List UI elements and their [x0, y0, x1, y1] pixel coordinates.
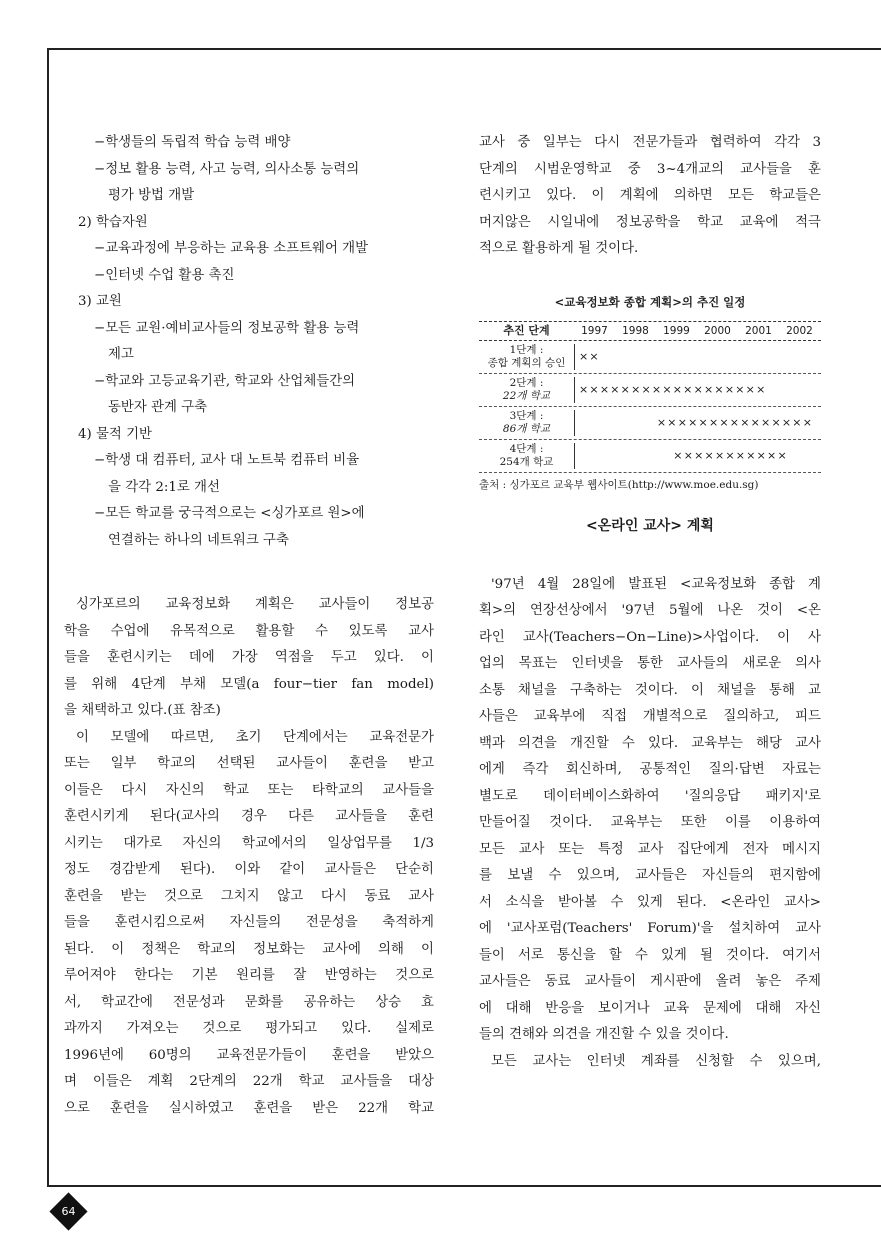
body-line: 시키는 대가로 자신의 학교에서의 일상업무를 1/3	[64, 835, 434, 851]
list-item: −인터넷 수업 활용 촉진	[94, 267, 235, 283]
stage-sub: 254개 학교	[499, 456, 554, 468]
body-line: 교사 중 일부는 다시 전문가들과 협력하여 각각 3	[479, 135, 821, 150]
body-line: 별도로 데이터베이스화하여 '질의응답 패키지'로	[479, 788, 821, 804]
body-line: 서, 학교간에 전문성과 문화를 공유하는 상승 효	[64, 994, 434, 1010]
timeline-marks: ×××××××××××××××	[656, 416, 814, 429]
stage-header: 추진 단계	[503, 324, 550, 337]
body-line: 단계의 시범운영학교 중 3~4개교의 교사들을 훈	[479, 161, 821, 177]
list-item-cont: 동반자 관계 구축	[108, 400, 208, 415]
schedule-row	[479, 374, 821, 407]
body-line: 에 대해 반응을 보이거나 교육 문제에 대해 자신	[479, 1000, 821, 1016]
timeline-cell	[575, 407, 821, 439]
schedule-table	[479, 321, 821, 473]
body-line: 루어져야 한다는 기본 원리를 잘 반영하는 것으로	[64, 968, 434, 983]
schedule-row	[479, 341, 821, 374]
body-line: 모든 교사 또는 특정 교사 집단에게 전자 메시지	[479, 841, 821, 857]
body-line: 적으로 활용하게 될 것이다.	[479, 241, 639, 256]
list-item-cont: 평가 방법 개발	[108, 188, 195, 203]
body-line: 에 '교사포럼(Teachers' Forum)'을 설치하여 교사	[479, 921, 821, 936]
body-line: 학을 수업에 유목적으로 활용할 수 있도록 교사	[64, 623, 434, 639]
page-number: 64	[61, 1205, 76, 1218]
body-line: 백과 의견을 개진할 수 있다. 교육부는 해당 교사	[479, 735, 821, 751]
schedule-title: <교육정보화 종합 계획>의 추진 일정	[554, 294, 746, 309]
stage-name: 3단계 :	[509, 410, 544, 422]
list-heading: 4) 물적 기반	[78, 426, 152, 442]
timeline-cell	[575, 341, 821, 373]
stage-name: 1단계 :	[509, 344, 544, 356]
body-line: 모든 교사는 인터넷 계좌를 신청할 수 있으며,	[491, 1053, 821, 1069]
body-line: 련시키고 있다. 이 계획에 의하면 모든 학교들은	[479, 188, 821, 203]
body-line: 교사들은 동료 교사들이 게시판에 올려 놓은 주제	[479, 974, 821, 989]
list-heading: 2) 학습자원	[78, 214, 148, 230]
list-item-cont: 을 각각 2:1로 개선	[108, 479, 220, 495]
body-line: '97년 4월 28일에 발표된 <교육정보화 종합 계	[491, 576, 821, 592]
body-line: 만들어질 것이다. 교육부는 또한 이를 이용하여	[479, 815, 821, 830]
body-line: 싱가포르의 교육정보화 계획은 교사들이 정보공	[76, 597, 434, 612]
body-line: 또는 일부 학교의 선택된 교사들이 훈련을 받고	[64, 756, 434, 771]
list-item: −정보 활용 능력, 사고 능력, 의사소통 능력의	[94, 161, 360, 177]
stage-cell	[479, 344, 575, 370]
body-line: 들이 서로 통신을 할 수 있게 될 것이다. 여기서	[479, 947, 821, 963]
stage-cell	[479, 377, 575, 403]
body-line: 업의 목표는 인터넷을 통한 교사들의 새로운 의사	[479, 656, 821, 671]
body-line: 들을 훈련시킴으로써 자신들의 전문성을 축적하게	[64, 915, 434, 930]
body-line: 으로 훈련을 실시하였고 훈련을 받은 22개 학교	[64, 1100, 434, 1116]
stage-sub: 22개 학교	[502, 390, 551, 402]
body-line: 된다. 이 정책은 학교의 정보화는 교사에 의해 이	[64, 941, 434, 957]
body-line: 과까지 가져오는 것으로 평가되고 있다. 실제로	[64, 1021, 434, 1036]
body-line: 소통 채널을 구축하는 것이다. 이 채널을 통해 교	[479, 682, 821, 698]
list-item-cont: 제고	[108, 347, 134, 362]
list-item: −모든 학교를 궁극적으로는 <싱가포르 원>에	[94, 506, 365, 521]
list-item-cont: 연결하는 하나의 네트워크 구축	[108, 532, 289, 548]
list-item: −모든 교원·예비교사들의 정보공학 활용 능력	[94, 320, 360, 336]
body-line: 정도 경감받게 된다). 이와 같이 교사들은 단순히	[64, 862, 434, 877]
list-item: −교육과정에 부응하는 교육용 소프트웨어 개발	[94, 241, 369, 256]
body-line: 들을 훈련시키는 데에 가장 역점을 두고 있다. 이	[64, 650, 434, 665]
list-item: −학생 대 컴퓨터, 교사 대 노트북 컴퓨터 비율	[94, 453, 360, 468]
stage-sub: 86개 학교	[502, 423, 551, 435]
timeline-marks: ×××××××××××	[673, 449, 788, 462]
body-line: 을 채택하고 있다.(표 참조)	[64, 703, 221, 718]
body-line: 라인 교사(Teachers−On−Line)>사업이다. 이 사	[479, 629, 821, 645]
year-header: 1998	[622, 325, 649, 337]
schedule-header	[479, 321, 821, 341]
left-column	[64, 130, 434, 1122]
list-item: −학생들의 독립적 학습 능력 배양	[94, 135, 291, 150]
timeline-marks: ××	[579, 350, 600, 363]
body-line: 이들은 다시 자신의 학교 또는 타학교의 교사들을	[64, 782, 434, 798]
year-header: 1999	[663, 325, 690, 337]
body-line: 사들은 교육부에 직접 개별적으로 질의하고, 피드	[479, 709, 821, 724]
body-line: 머지않은 시일내에 정보공학을 학교 교육에 적극	[479, 214, 821, 230]
schedule-row	[479, 440, 821, 473]
schedule-row	[479, 407, 821, 440]
body-line: 이 모델에 따르면, 초기 단계에서는 교육전문가	[76, 729, 434, 745]
timeline-marks: ××××××××××××××××××	[579, 383, 767, 396]
list-item: −학교와 고등교육기관, 학교와 산업체들간의	[94, 373, 356, 389]
stage-name: 4단계 :	[509, 443, 544, 455]
year-header: 2001	[745, 325, 772, 337]
body-line: 1996년에 60명의 교육전문가들이 훈련을 받았으	[64, 1047, 434, 1063]
year-header: 2000	[704, 325, 731, 337]
body-line: 에게 즉각 회신하며, 공통적인 질의·답변 자료는	[479, 762, 821, 777]
stage-cell	[479, 410, 575, 436]
body-line: 서 소식을 받아볼 수 있게 된다. <온라인 교사>	[479, 894, 821, 910]
body-line: 훈련을 받는 것으로 그치지 않고 다시 동료 교사	[64, 888, 434, 904]
body-line: 훈련시키게 된다(교사의 경우 다른 교사들을 훈련	[64, 809, 434, 824]
list-heading: 3) 교원	[78, 294, 122, 309]
body-line: 들의 견해와 의견을 개진할 수 있을 것이다.	[479, 1027, 729, 1042]
stage-cell	[479, 443, 575, 469]
stage-name: 2단계 :	[509, 377, 544, 389]
body-line: 획>의 연장선상에서 '97년 5월에 나온 것이 <온	[479, 603, 821, 618]
timeline-cell	[575, 440, 821, 472]
right-column	[479, 130, 821, 1075]
section-title: <온라인 교사> 계획	[586, 518, 714, 534]
year-header: 1997	[581, 325, 608, 337]
body-line: 며 이들은 계획 2단계의 22개 학교 교사들을 대상	[64, 1074, 434, 1089]
stage-sub: 종합 계획의 승인	[487, 357, 566, 369]
source-note: 출처 : 싱가포르 교육부 웹사이트(http://www.moe.edu.sg)	[479, 479, 759, 491]
body-line: 를 위해 4단계 부채 모델(a four−tier fan model)	[64, 676, 434, 692]
timeline-cell	[575, 374, 821, 406]
year-header: 2002	[786, 325, 813, 337]
body-line: 를 보낼 수 있으며, 교사들은 자신들의 편지함에	[479, 868, 821, 883]
